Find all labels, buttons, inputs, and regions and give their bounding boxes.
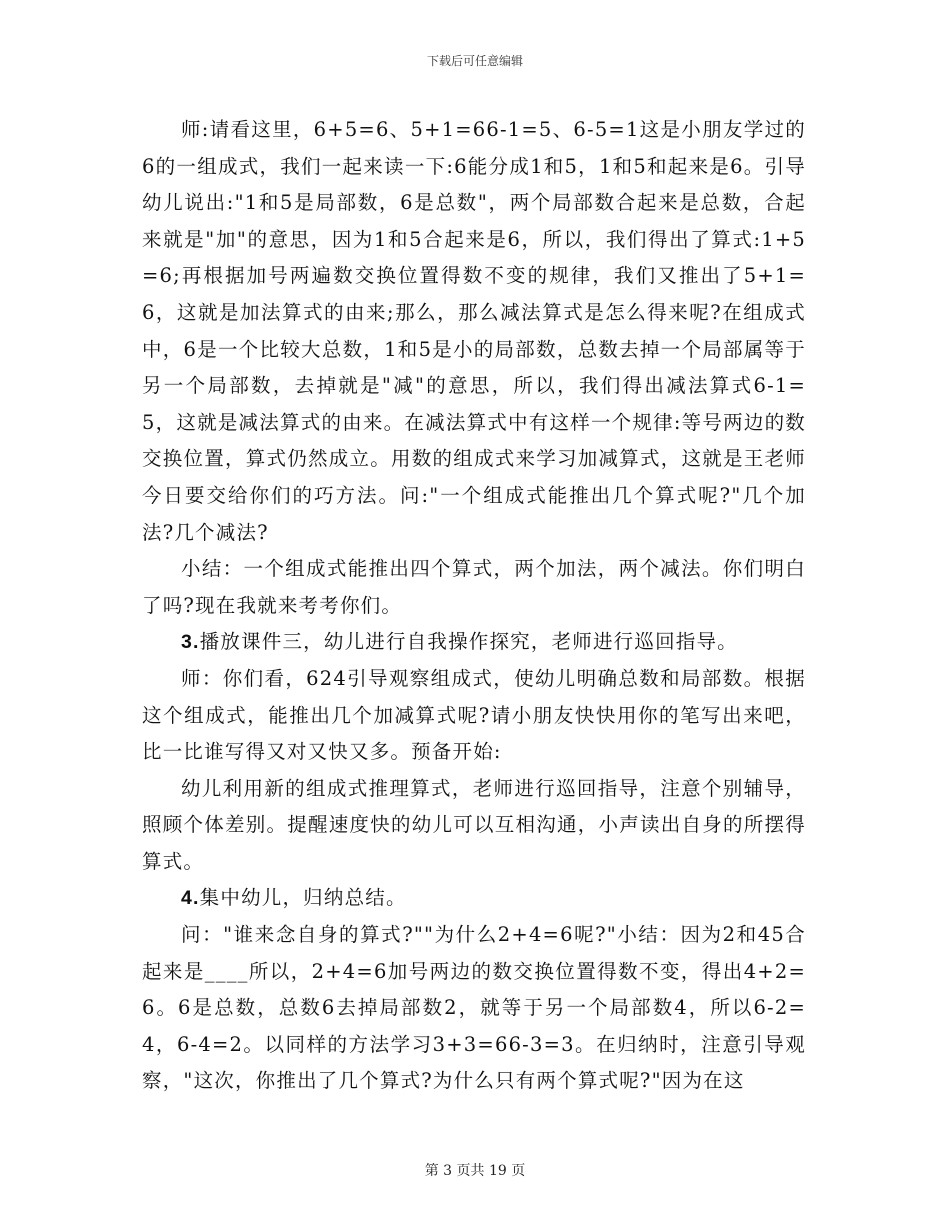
page-header: 下载后可任意编辑	[426, 54, 523, 68]
paragraph-question-summary: 问："谁来念自身的算式?""为什么2+4=6呢?"小结：因为2和45合起来是____所以，2+4=6加号两边的数交换位置得数不变，得出4+2=6。6是总数，总数6去掉局部数2，就等于另一个局部数4，所以6-2=4，6-4=2。以同样的方法学习3+3=66-3=3。在归纳时，注意引导观察，"这次，你推出了几个算式?为什么只有两个算式呢?"因为在这	[142, 923, 806, 1093]
paragraph-step-4	[142, 880, 806, 917]
paragraph-teacher-guide: 师：你们看，624引导观察组成式，使幼儿明确总数和局部数。根据这个组成式，能推出几个加减算式呢?请小朋友快快用你的笔写出来吧，比一比谁写得又对又快又多。预备开始:	[142, 666, 806, 764]
paragraph-teacher-explanation: 师:请看这里，6+5=6、5+1=66-1=5、6-5=1这是小朋友学过的6的一组成式，我们一起来读一下:6能分成1和5，1和5和起来是6。引导幼儿说出:"1和5是局部数，6是总数"，两个局部数合起来是总数，合起来就是"加"的意思，因为1和5合起来是6，所以，我们得出了算式:1+5=6;再根据加号两遍数交换位置得数不变的规律，我们又推出了5+1=6，这就是加法算式的由来;那么，那么减法算式是怎么得来呢?在组成式中，6是一个比较大总数，1和5是小的局部数，总数去掉一个局部属等于另一个局部数，去掉就是"减"的意思，所以，我们得出减法算式6-1=5，这就是减法算式的由来。在减法算式中有这样一个规律:等号两边的数交换位置，算式仍然成立。用数的组成式来学习加减算式，这就是王老师今日要交给你们的巧方法。问:"一个组成式能推出几个算式呢?"几个加法?几个减法?	[142, 118, 806, 544]
step-text: 播放课件三，幼儿进行自我操作探究，老师进行巡回指导。	[199, 630, 738, 654]
step-text: 集中幼儿，归纳总结。	[199, 886, 407, 910]
step-number: 3.	[181, 631, 200, 654]
step-number: 4.	[181, 887, 200, 910]
paragraph-summary: 小结：一个组成式能推出四个算式，两个加法，两个减法。你们明白了吗?现在我就来考考你们。	[142, 557, 806, 617]
paragraph-children-practice: 幼儿利用新的组成式推理算式，老师进行巡回指导，注意个别辅导，照顾个体差别。提醒速度快的幼儿可以互相沟通，小声读出自身的所摆得算式。	[142, 776, 806, 873]
document-body	[142, 112, 806, 1100]
page-footer: 第 3 页共 19 页	[424, 1163, 526, 1179]
paragraph-step-3	[142, 624, 806, 661]
